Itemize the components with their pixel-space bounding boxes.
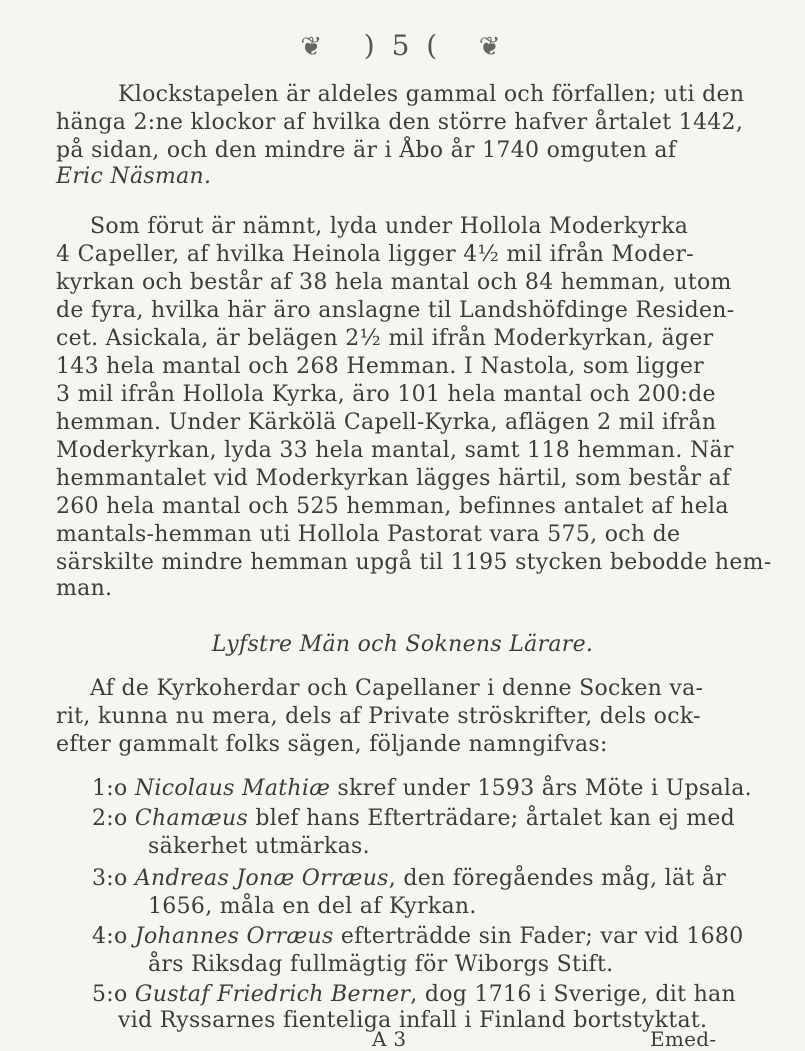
text-line: 4 Capeller, af hvilka Heinola ligger 4½ mil ifrån Moder- — [56, 242, 694, 267]
signature-mark: A 3 — [372, 1027, 407, 1051]
list-item: 5:o Gustaf Friedrich Berner, dog 1716 i Sverige, dit han — [92, 982, 736, 1007]
list-item-continuation: vid Ryssarnes fienteliga infall i Finland bortstyktat. — [118, 1008, 708, 1033]
text-line: mantals-hemman uti Hollola Pastorat vara 575, och de — [56, 522, 681, 547]
text-line: hemman. Under Kärkölä Capell-Kyrka, aflägen 2 mil ifrån — [56, 410, 717, 435]
list-item-continuation: säkerhet utmärkas. — [148, 834, 370, 859]
text-line: kyrkan och består af 38 hela mantal och 84 hemman, utom — [56, 270, 732, 295]
page-number: ) 5 ( — [363, 29, 442, 62]
text-line: efter gammalt folks sägen, följande namngifvas: — [56, 732, 608, 757]
text-line: särskilte mindre hemman upgå til 1195 stycken bebodde hem- — [56, 550, 772, 575]
text-line: Eric Näsman. — [56, 164, 212, 189]
text-line: de fyra, hvilka här äro anslagne til Landshöfdinge Residen- — [56, 298, 735, 323]
right-ornament-icon: ❦ — [478, 32, 505, 62]
list-item: 1:o Nicolaus Mathiæ skref under 1593 års Möte i Upsala. — [92, 776, 752, 801]
text-line: Moderkyrkan, lyda 33 hela mantal, samt 118 hemman. När — [56, 438, 734, 463]
list-item-continuation: års Riksdag fullmägtig för Wiborgs Stift. — [148, 952, 614, 977]
page-header — [0, 28, 805, 63]
text-line: Af de Kyrkoherdar och Capellaner i denne Socken va- — [90, 676, 704, 701]
text-line: man. — [56, 576, 113, 601]
list-item: 4:o Johannes Orræus efterträdde sin Fader; var vid 1680 — [92, 924, 744, 949]
list-item-continuation: 1656, måla en del af Kyrkan. — [148, 894, 477, 919]
list-item: 3:o Andreas Jonæ Orræus, den föregåendes måg, lät år — [92, 866, 727, 891]
text-line: 143 hela mantal och 268 Hemman. I Nastola, som ligger — [56, 354, 704, 379]
catchword: Emed- — [650, 1027, 717, 1051]
text-line: rit, kunna nu mera, dels af Private ströskrifter, dels ock- — [56, 704, 701, 729]
left-ornament-icon: ❦ — [300, 32, 327, 62]
list-item: 2:o Chamæus blef hans Efterträdare; årtalet kan ej med — [92, 806, 736, 831]
text-line: på sidan, och den mindre är i Åbo år 1740 omguten af — [56, 138, 677, 163]
section-heading: Lyfstre Män och Soknens Lärare. — [211, 632, 594, 657]
text-line: hänga 2:ne klockor af hvilka den större hafver årtalet 1442, — [56, 110, 744, 135]
text-line: hemmantalet vid Moderkyrkan lägges härtil, som består af — [56, 466, 731, 491]
text-line: Klockstapelen är aldeles gammal och förfallen; uti den — [118, 82, 745, 107]
text-line: 260 hela mantal och 525 hemman, befinnes antalet af hela — [56, 494, 729, 519]
text-line: cet. Asickala, är belägen 2½ mil ifrån Moderkyrkan, äger — [56, 326, 714, 351]
text-line: 3 mil ifrån Hollola Kyrka, äro 101 hela mantal och 200:de — [56, 382, 716, 407]
text-line: Som förut är nämnt, lyda under Hollola Moderkyrka — [90, 214, 689, 239]
